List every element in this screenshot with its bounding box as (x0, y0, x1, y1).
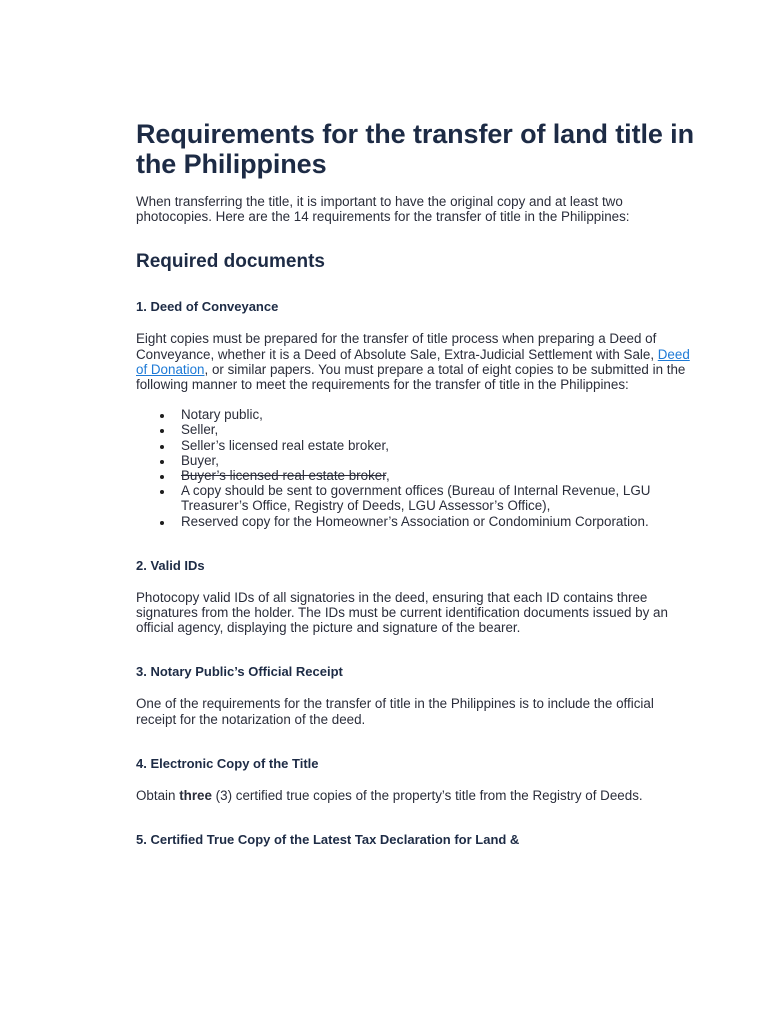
list-item: Buyer, (181, 453, 696, 468)
list-item (181, 468, 696, 483)
deed-of-donation-link[interactable]: Deed of Donation (136, 346, 690, 377)
ecopy-text-end: (3) certified true copies of the property’s title from the Registry of Deeds. (211, 787, 643, 803)
struck-text: Buyer’s licensed real estate broker (181, 468, 386, 484)
section-heading: Required documents (136, 251, 325, 273)
document-page (136, 119, 696, 848)
list-item: Seller, (181, 422, 696, 437)
list-item: Notary public, (181, 407, 696, 422)
deed-text-start: Eight copies must be prepared for the transfer of title process when preparing a Deed of Conveyance, whether it is a Deed of Absolute Sale, Extra-Judicial Settlement with Sale, (136, 331, 658, 362)
item-heading-deed: 1. Deed of Conveyance (136, 299, 279, 315)
item-heading-electronic-copy: 4. Electronic Copy of the Title (136, 755, 319, 771)
deed-paragraph (136, 331, 696, 392)
intro-paragraph: When transferring the title, it is important to have the original copy and at least two photocopies. Here are the 14 requirements for the transfer of title in the Philippines: (136, 194, 630, 225)
notary-receipt-paragraph: One of the requirements for the transfer of title in the Philippines is to include the official receipt for the notarization of the deed. (136, 696, 654, 727)
list-item-suffix: , (385, 468, 390, 484)
page-title: Requirements for the transfer of land title in the Philippines (136, 119, 694, 179)
item-heading-valid-ids: 2. Valid IDs (136, 557, 205, 573)
item-heading-notary-receipt: 3. Notary Public’s Official Receipt (136, 664, 343, 680)
ecopy-text-start: Obtain (136, 787, 180, 803)
list-item: Reserved copy for the Homeowner’s Association or Condominium Corporation. (181, 514, 696, 529)
valid-ids-paragraph: Photocopy valid IDs of all signatories in the deed, ensuring that each ID contains three signatures from the holder. The IDs must be current identification documents issued by an official agency, displaying the picture and signature of the bearer. (136, 589, 668, 636)
bold-text: three (179, 787, 212, 803)
deed-text-end: , or similar papers. You must prepare a total of eight copies to be submitted in the following manner to meet the requirements for the transfer of title in the Philippines: (136, 361, 686, 393)
deed-copies-list (136, 407, 696, 529)
list-item: A copy should be sent to government offices (Bureau of Internal Revenue, LGU Treasurer’s Office, Registry of Deeds, LGU Assessor’s Office), (181, 483, 696, 513)
item-heading-tax-declaration: 5. Certified True Copy of the Latest Tax Declaration for Land & (136, 832, 520, 848)
electronic-copy-paragraph (136, 788, 696, 803)
list-item: Seller’s licensed real estate broker, (181, 438, 696, 453)
